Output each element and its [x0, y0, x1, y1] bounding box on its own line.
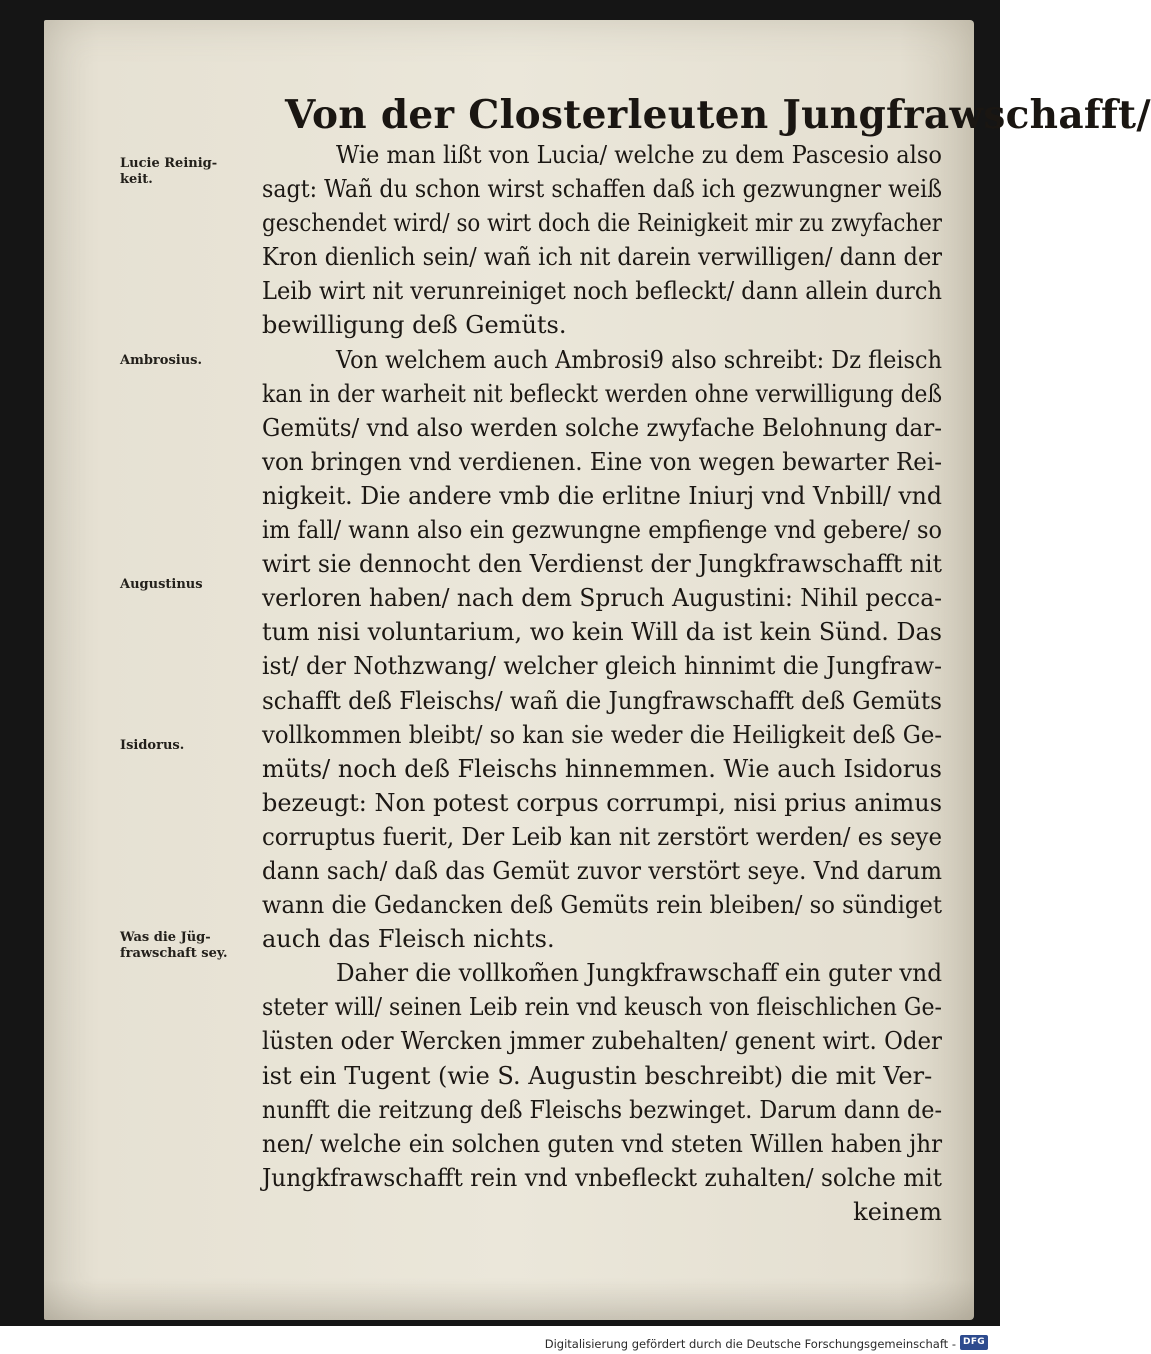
footer-credit: Digitalisierung gefördert durch die Deutsche Forschungsgemeinschaft -: [544, 1337, 956, 1351]
marginal-note-isidorus: [120, 738, 260, 754]
marginal-note-line: Ambrosius.: [120, 353, 203, 368]
running-head: Von der Closterleuten Jungfrawschafft/: [285, 92, 1151, 138]
text-line: corruptus fuerit, Der Leib kan nit zerstört werden/ es seye: [262, 822, 942, 851]
text-line: Gemüts/ vnd also werden solche zwyfache Belohnung dar-: [262, 413, 942, 442]
text-line: auch das Fleisch nichts.: [262, 925, 555, 954]
text-line: wirt sie dennocht den Verdienst der Jungkfrawschafft nit: [262, 550, 942, 579]
text-line: Leib wirt nit verunreiniget noch befleckt/ dann allein durch: [262, 277, 942, 306]
text-line: von bringen vnd verdienen. Eine von wegen bewarter Rei-: [262, 447, 942, 476]
text-line: Wie man lißt von Lucia/ welche zu dem Pascesio also: [336, 141, 942, 169]
marginal-note-line: Isidorus.: [120, 738, 185, 753]
text-line: nen/ welche ein solchen guten vnd steten Willen haben jhr: [262, 1129, 942, 1158]
body-text: [262, 138, 942, 1229]
text-line: steter will/ seinen Leib rein vnd keusch von fleischlichen Ge-: [262, 993, 942, 1022]
text-line: vollkommen bleibt/ so kan sie weder die Heiligkeit deß Ge-: [262, 720, 942, 749]
marginal-note-line: Augustinus: [120, 577, 203, 592]
marginal-note-line: frawschaft sey.: [120, 946, 228, 961]
marginal-note-line: keit.: [120, 172, 153, 187]
catchword: keinem: [853, 1197, 942, 1226]
text-line: verloren haben/ nach dem Spruch Augustini: Nihil pecca-: [262, 584, 942, 613]
footer-bar: [0, 1326, 1000, 1354]
text-line: tum nisi voluntarium, wo kein Will da ist kein Sünd. Das: [262, 618, 942, 647]
text-line: Kron dienlich sein/ wañ ich nit darein verwilligen/ dann der: [262, 243, 942, 272]
text-line: Von welchem auch Ambrosi9 also schreibt: Dz fleisch: [336, 345, 942, 374]
marginal-note-line: Lucie Reinig-: [120, 156, 218, 171]
marginal-note-line: Was die Jüg-: [120, 930, 211, 945]
text-line: sagt: Wañ du schon wirst schaffen daß ich gezwungner weiß: [262, 175, 942, 204]
text-line: kan in der warheit nit befleckt werden ohne verwilligung deß: [262, 379, 942, 408]
text-line: bezeugt: Non potest corpus corrumpi, nisi prius animus: [262, 788, 942, 817]
text-line: Daher die vollkom̃en Jungkfrawschaff ein guter vnd: [336, 959, 942, 988]
text-line: bewilligung deß Gemüts.: [262, 311, 567, 340]
text-line: lüsten oder Wercken jmmer zubehalten/ genent wirt. Oder: [262, 1027, 942, 1056]
text-line: müts/ noch deß Fleischs hinnemmen. Wie auch Isidorus: [262, 754, 942, 783]
marginal-note-ambrosius: [120, 353, 260, 369]
text-line: nunfft die reitzung deß Fleischs bezwinget. Darum dann de-: [262, 1095, 942, 1124]
page-shadow: [44, 1280, 974, 1320]
text-line: schafft deß Fleischs/ wañ die Jungfrawschafft deß Gemüts: [262, 686, 942, 715]
text-line: im fall/ wann also ein gezwungne empfienge vnd gebere/ so: [262, 516, 942, 545]
text-line: nigkeit. Die andere vmb die erlitne Iniurj vnd Vnbill/ vnd: [262, 481, 942, 510]
text-line: ist/ der Nothzwang/ welcher gleich hinnimt die Jungfraw-: [262, 652, 942, 681]
text-line: dann sach/ daß das Gemüt zuvor verstört seye. Vnd darum: [262, 856, 942, 885]
marginal-note-lucia: [120, 156, 260, 188]
marginal-note-jungfrawschaft: [120, 930, 260, 962]
text-line: wann die Gedancken deß Gemüts rein bleiben/ so sündiget: [262, 891, 942, 920]
text-line: ist ein Tugent (wie S. Augustin beschreibt) die mit Ver-: [262, 1061, 933, 1090]
dfg-logo-icon: DFG: [960, 1335, 988, 1350]
marginal-note-augustinus: [120, 577, 260, 593]
text-line: Jungkfrawschafft rein vnd vnbefleckt zuhalten/ solche mit: [262, 1163, 942, 1192]
text-line: geschendet wird/ so wirt doch die Reinigkeit mir zu zwyfacher: [262, 209, 942, 238]
